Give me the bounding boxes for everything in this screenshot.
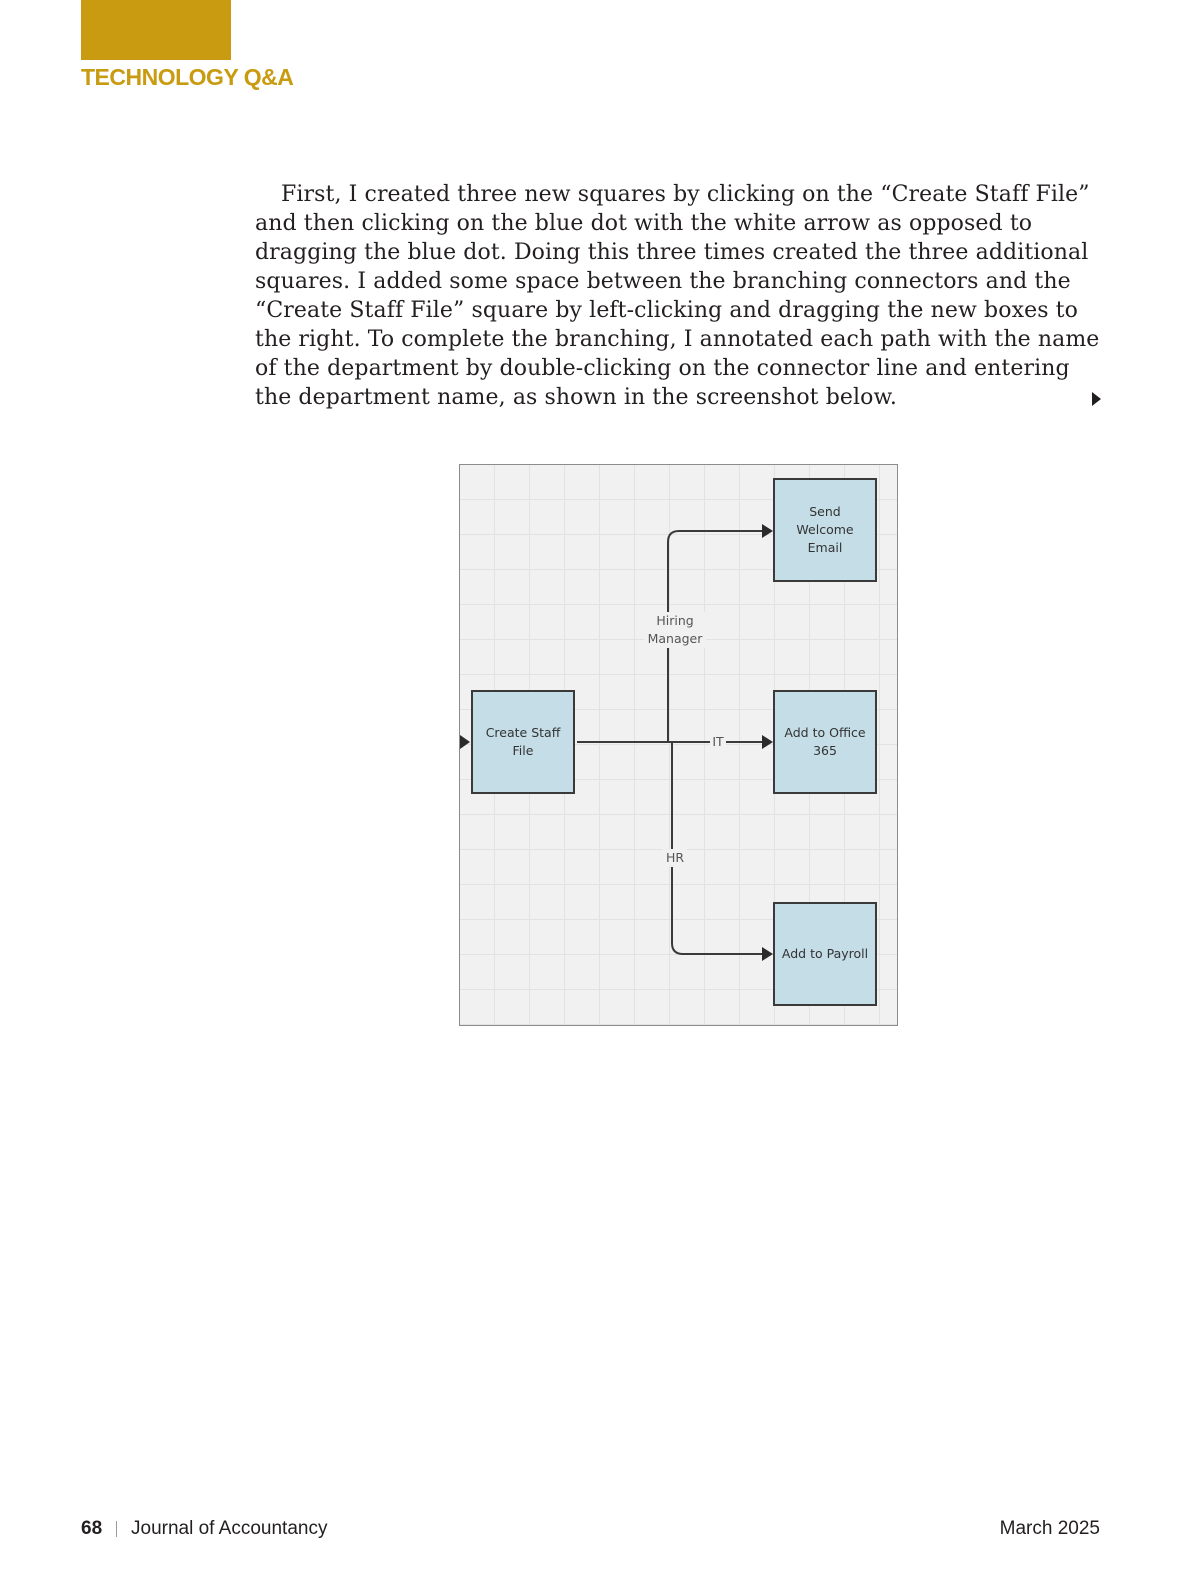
arrowhead-payroll xyxy=(762,947,773,961)
node-send-welcome-email: Send Welcome Email xyxy=(773,478,877,582)
section-label: TECHNOLOGY Q&A xyxy=(81,64,294,90)
flowchart-screenshot xyxy=(459,464,898,1026)
node-add-to-payroll: Add to Payroll xyxy=(773,902,877,1006)
entry-arrowhead xyxy=(460,735,470,749)
edge-label-it: IT xyxy=(710,733,726,751)
edge-label-hr: HR xyxy=(663,849,687,867)
article-paragraph: First, I created three new squares by clicking on the “Create Staff File” and then clicking on the blue dot with the white arrow as opposed to dragging the blue dot. Doing this three times created the three additional squares. I added some space between the branching connectors and the “Create Staff File” square by left-clicking and dragging the new boxes to the right. To complete the branching, I annotated each path with the name of the department by double-clicking on the connector line and entering the department name, as shown in the screenshot below. xyxy=(255,182,1100,410)
footer-divider xyxy=(116,1521,117,1537)
continue-arrow-icon xyxy=(1092,392,1101,406)
journal-name: Journal of Accountancy xyxy=(131,1518,328,1539)
page-number: 68 xyxy=(81,1518,103,1539)
node-create-staff-file: Create Staff File xyxy=(471,690,575,794)
section-color-tab xyxy=(81,0,231,60)
connector-hr xyxy=(672,742,764,954)
node-add-to-office: Add to Office 365 xyxy=(773,690,877,794)
arrowhead-office xyxy=(762,735,773,749)
arrowhead-welcome xyxy=(762,524,773,538)
edge-label-hiring-manager: Hiring Manager xyxy=(644,612,706,648)
issue-date: March 2025 xyxy=(999,1518,1100,1539)
